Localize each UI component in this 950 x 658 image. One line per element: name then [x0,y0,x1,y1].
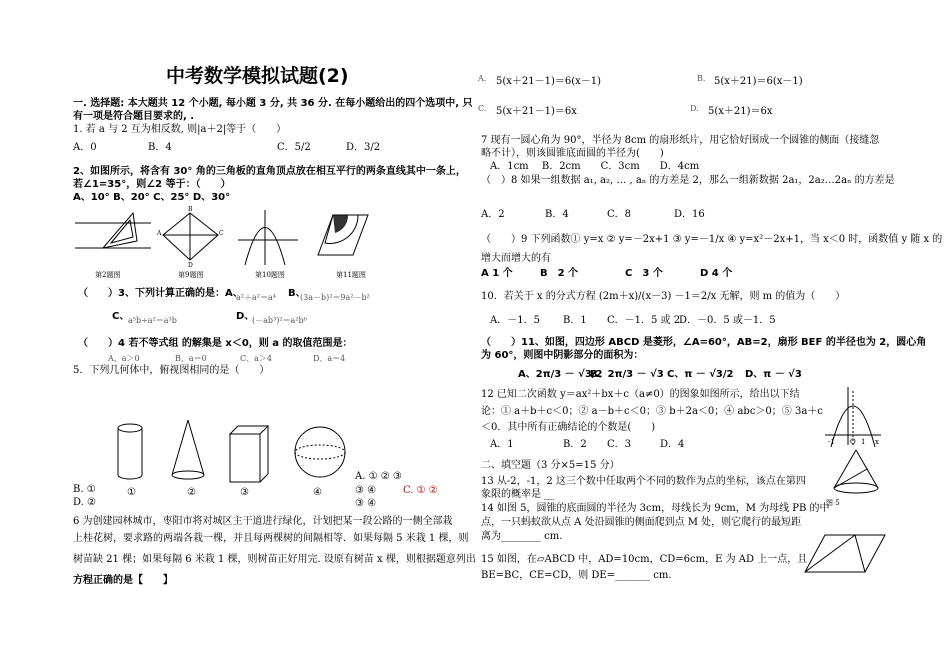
question-5: 5．下列几何体中，俯视图相同的是（ ） [73,365,270,376]
cone-right [188,420,204,475]
caption-fig2: 第2题图 [95,271,121,279]
q10-option-b: B．1 [563,315,587,326]
prism-front [230,434,260,482]
q8-option-d: D．16 [674,209,705,220]
solids-figure [100,420,360,486]
question-7: 7 现有一圆心角为 90°，半径为 8cm 的扇形纸片，用它恰好围成一个圆锥的侧面（接缝忽 [481,135,880,146]
q4-option-a: A、a＞0 [108,354,140,363]
question-11-cont: 为 60°，则图中阴影部分的面积为： [481,350,644,361]
question-6-line-3: 树苗缺 21 棵；如果每隔 6 米栽 1 棵，则树苗正好用完. 设原有树苗 x 棵，则根据题意列出 [73,554,476,565]
caption-fig5: 图 5 [826,499,840,507]
question-2-cont: 若∠1=35°，则∠2 等于：（ ） [73,179,231,190]
solid-label-3: ③ [240,487,249,498]
q5-option-d: D. ② [73,497,96,508]
q10-option-d: D．－0．5 或－1．5 [679,315,776,326]
question-15-cont: BE=BC，CE=CD，则 DE=_______ cm. [481,570,672,581]
q3-option-b-label: B、 [288,288,306,299]
question-13-cont: 象限的概率是 __ [481,489,555,500]
q4-option-c: C、a＞4 [240,354,272,363]
svg-text:C: C [219,230,224,237]
q2-options: A、10° B、20° C、25° D、30° [73,192,231,203]
question-9: （ ）9 下列函数① y=x ② y=－2x+1 ③ y=－1/x ④ y=x²－2x+1，当 x＜0 时，函数值 y 随 x 的 [481,234,943,245]
q9-option-d: D 4 个 [700,268,733,279]
q3-option-d-label: D、 [236,311,255,322]
q11-option-d: D、π － √3 [745,369,802,380]
cone-left [172,420,188,475]
q4-option-b: B、a＝0 [175,354,207,363]
q3-option-a-expr: a²＋a²＝a⁴ [236,293,276,302]
q11-option-a: A、2π/3 － √3/2 [518,369,603,380]
question-10: 10．若关于 x 的分式方程 (2m＋x)/(x－3) －1＝2/x 无解，则 m 的值为（ ） [481,291,846,302]
q10-option-a: A．－1．5 [490,315,540,326]
question-1: 1. 若 a 与 2 互为相反数, 则|a＋2|等于（ ） [73,124,287,135]
q4-option-d: D、a＝4 [313,354,346,363]
q12-option-d: D．4 [660,439,685,450]
q5-option-b: B. ① [73,484,96,495]
caption-fig10: 第10题图 [255,271,285,279]
svg-text:x: x [875,438,879,446]
q8-option-a: A．2 [481,209,505,220]
q5-option-b-cont: ③ ④ [355,485,377,496]
svg-text:1: 1 [861,438,866,446]
q7-options: A．1cm B．2cm C．3cm D．4cm [490,161,700,172]
caption-fig11: 第11题图 [336,271,366,279]
q3-option-c-expr: a⁵b÷a²＝a³b [128,316,177,325]
svg-text:B: B [188,206,193,213]
q3-option-c-label: C、 [112,311,130,322]
parallelogram-figure [800,530,890,580]
question-3: （ ）3、下列计算正确的是：A、 [78,288,243,299]
question-12-cont2: ＜0．其中所有正确结论的个数是( ) [481,422,656,433]
q8-option-b: B．4 [545,209,569,220]
q1-option-a: A．0 [73,142,97,153]
page-title: 中考数学模拟试题(2) [166,65,349,87]
q6-option-a-label: A. [478,74,487,83]
question-12: 12 已知二次函数 y＝ax²＋bx＋c（a≠0）的图象如图所示，给出以下结 [481,389,800,400]
q6-option-b-label: B. [697,74,706,83]
svg-text:-1: -1 [828,438,835,446]
section-2-heading: 二、填空题（3 分×5=15 分） [481,460,620,471]
solid-label-1: ① [127,487,136,498]
question-14-cont: 点，一只蚂蚁欲从点 A 处沿圆锥的侧面爬到点 M 处，则它爬行的最短距 [481,517,802,528]
question-14: 14 如图 5，圆锥的底面圆的半径为 3cm，母线长为 9cm，M 为母线 PB 的中 [481,503,830,514]
q1-option-c: C．5/2 [277,142,311,153]
section-1-heading-cont: 有一项是符合题目要求的, . [73,111,195,122]
shaded-sector [333,215,348,233]
q6-option-a-expr: 5(x＋21－1)＝6(x－1) [496,76,602,87]
q5-option-c: C. ① ② [403,485,438,496]
q6-option-d-label: D. [690,104,699,113]
solid-label-2: ② [187,487,196,498]
question-6-line-2: 上桂花树，要求路的两端各栽一棵，并且每两棵树的间隔相等．如果每隔 5 米栽 1 棵，则 [73,533,469,544]
q12-option-a: A．1 [490,439,514,450]
q3-option-d-expr: (－ab³)²＝a²b⁶ [252,316,307,325]
q6-option-d-expr: 5(x＋21)＝6x [708,106,773,117]
q1-option-d: D．3/2 [346,142,381,153]
caption-fig9: 第9题图 [178,271,204,279]
cone-figure-5 [826,448,886,498]
cylinder-top [118,424,142,432]
q5-option-a: A. ① ② ③ [355,471,402,482]
q9-option-a: A 1 个 [481,268,513,279]
question-2: 2、如图所示，将含有 30° 角的三角板的直角顶点放在相互平行的两条直线其中一条上， [73,166,466,177]
question-14-cont2: 离为________ cm. [481,531,563,542]
q6-option-c-label: C. [478,104,487,113]
q6-option-b-expr: 5(x＋21)＝6(x－1) [714,76,803,87]
q9-option-b: B 2 个 [540,268,579,279]
section-1-heading: 一. 选择题: 本大题共 12 个小题, 每小题 3 分, 共 36 分. 在每小题给出的四个选项中, 只 [73,98,473,109]
q6-option-c-expr: 5(x＋21－1)＝6x [496,106,577,117]
q11-option-c: C、π － √3/2 [667,369,734,380]
question-12-cont: 论：① a＋b＋c＜0；② a－b＋c＜0；③ b＋2a＜0；④ abc＞0；⑤ 3a＋c [481,406,823,417]
svg-text:A: A [157,230,162,237]
question-4: （ ）4 若不等式组 的解集是 x＜0，则 a 的取值范围是： [78,338,353,349]
q11-option-b: B、2π/3 － √3 [590,369,664,380]
q9-option-c: C 3 个 [625,268,663,279]
q3-option-b-expr: (3a－b)²＝9a²－b² [300,293,370,302]
question-6-line-1: 6 为创建园林城市，枣阳市将对城区主干道进行绿化，计划把某一段公路的一侧全部栽 [73,516,453,527]
q1-option-b: B．4 [148,142,172,153]
question-13: 13 从-2，-1，2 这三个数中任取两个不同的数作为点的坐标，该点在第四 [481,476,806,487]
svg-text:O: O [850,438,856,446]
question-7-cont: 略不计），则该圆锥底面圆的半径为( ) [481,148,664,159]
q5-option-d-cont: ③ ④ [355,498,377,509]
question-6-line-4: 方程正确的是【 】 [73,575,173,586]
solid-label-4: ④ [313,487,322,498]
question-11: （ ）11、如图，四边形 ABCD 是菱形，∠A=60°，AB=2，扇形 BEF 的半径也为 2，圆心角 [481,337,927,348]
parallelogram-abcd [805,535,885,572]
q12-option-b: B．2 [563,439,587,450]
question-8: （ ）8 如果一组数据 a₁, a₂, … , aₙ 的方差是 2，那么一组新数据 2a₁，2a₂…2aₙ 的方差是 [481,175,895,186]
q10-option-c: C．－1．5 或 2 [607,315,681,326]
svg-text:D: D [188,262,193,269]
question-15: 15 如图，在▱ABCD 中，AD=10cm，CD=6cm，E 为 AD 上一点，且 [481,554,808,565]
question-9-cont: 增大而增大的有 [481,253,551,264]
q12-graph [823,385,883,447]
q12-option-c: C．3 [607,439,632,450]
q8-option-c: C．8 [607,209,632,220]
sphere [295,427,345,477]
